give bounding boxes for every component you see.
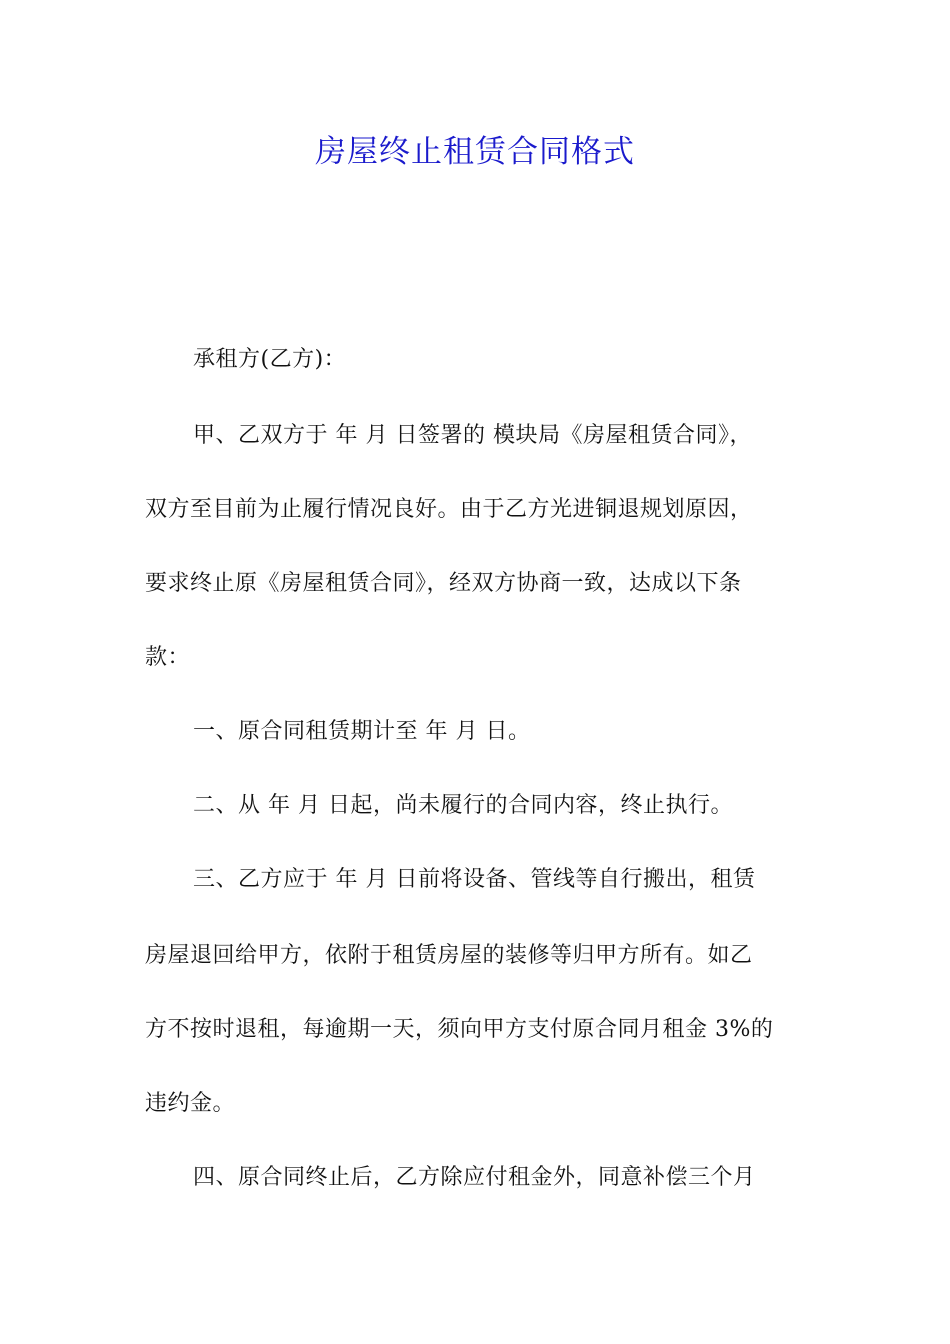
paragraph-intro-line-2: 双方至目前为止履行情况良好。由于乙方光进铜退规划原因，: [145, 497, 753, 522]
clause-3-line-2: 房屋退回给甲方，依附于租赁房屋的装修等归甲方所有。如乙: [145, 943, 753, 968]
paragraph-intro-line-1: 甲、乙双方于 年 月 日签署的 模块局《房屋租赁合同》，: [193, 423, 752, 448]
clause-2: 二、从 年 月 日起，尚未履行的合同内容，终止执行。: [193, 793, 733, 818]
clause-4-line-1: 四、原合同终止后，乙方除应付租金外，同意补偿三个月: [193, 1165, 756, 1190]
clause-3-line-3: 方不按时退租，每逾期一天，须向甲方支付原合同月租金 3%的: [145, 1017, 774, 1042]
clause-3-line-4: 违约金。: [145, 1091, 236, 1116]
document-title: 房屋终止租赁合同格式: [315, 134, 635, 170]
clause-1: 一、原合同租赁期计至 年 月 日。: [193, 719, 531, 744]
clause-3-line-1: 三、乙方应于 年 月 日前将设备、管线等自行搬出，租赁: [193, 867, 756, 892]
paragraph-intro-line-3: 要求终止原《房屋租赁合同》，经双方协商一致，达成以下条: [145, 571, 742, 596]
lessee-label: 承租方(乙方)：: [193, 347, 347, 372]
paragraph-intro-line-4: 款：: [145, 645, 191, 670]
